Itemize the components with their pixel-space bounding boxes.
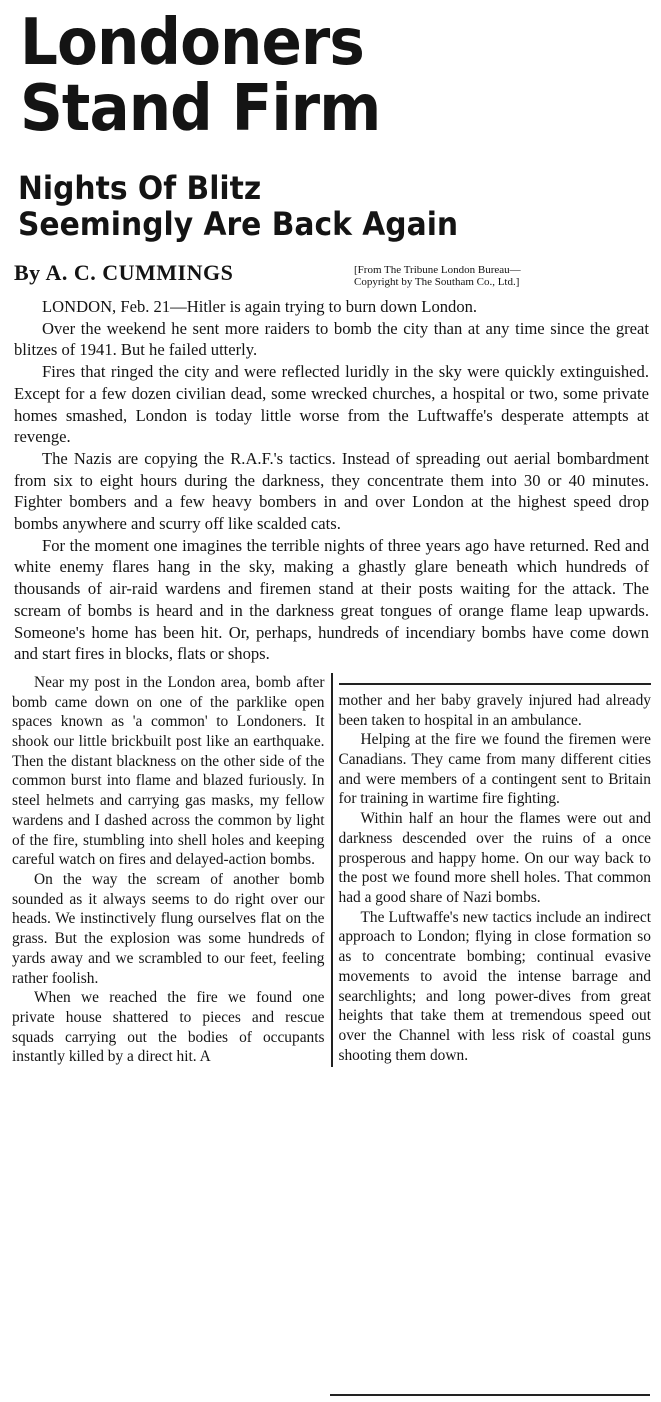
newspaper-clipping	[0, 6, 661, 1402]
byline: By A. C. CUMMINGS	[14, 260, 234, 285]
lead-paragraph: The Nazis are copying the R.A.F.'s tactics. Instead of spreading out aerial bombardment from six to eight hours during the darkness, they concentrate them into 30 or 40 minutes. Fighter bombers and a few heavy bombers in and over London at the highest speed drop bombs anywhere and scurry off like scalded cats.	[14, 448, 649, 534]
column-rule	[339, 683, 652, 685]
column-paragraph: On the way the scream of another bomb sounded as it always seems to do right over our heads. We instinctively flung ourselves flat on the grass. But the explosion was some hundreds of yards away and we scrambled to our feet, feeling rather foolish.	[12, 870, 325, 987]
column-paragraph: When we reached the fire we found one private house shattered to pieces and rescue squads carrying out the bodies of occupants instantly killed by a direct hit. A	[12, 989, 325, 1066]
column-paragraph: Within half an hour the flames were out and darkness descended over the ruins of a once prosperous and happy home. On our way back to the post we found more shell holes. That common had a good share of Nazi bombs.	[338, 810, 651, 906]
credit-line	[354, 264, 521, 288]
column-paragraph: Helping at the fire we found the firemen were Canadians. They came from many different cities and were members of a contingent sent to Britain for training in wartime fire fighting.	[338, 731, 651, 808]
headline-line-2: Stand Firm	[20, 72, 381, 146]
credit-line-2: Copyright by The Southam Co., Ltd.]	[354, 276, 520, 288]
subheadline	[18, 170, 609, 242]
bottom-rule	[330, 1394, 650, 1396]
column-paragraph: The Luftwaffe's new tactics include an indirect approach to London; flying in close formation so as to concentrate bombing; continual evasive movements to avoid the intense barrage and searchlights; and long power-dives from great heights that take them at tremendous speed out over the Channel with less risk of coastal guns shooting them down.	[338, 908, 651, 1064]
subheadline-line-2: Seemingly Are Back Again	[18, 205, 459, 243]
headline	[20, 6, 609, 146]
lead-body	[14, 296, 649, 665]
right-column	[331, 673, 652, 1067]
credit-line-1: [From The Tribune London Bureau—	[354, 264, 521, 276]
lead-paragraph: Over the weekend he sent more raiders to bomb the city than at any time since the great blitzes of 1941. But he failed utterly.	[14, 318, 649, 360]
byline-row	[14, 260, 653, 288]
left-column	[12, 673, 331, 1067]
two-column-body	[12, 673, 651, 1067]
lead-paragraph: For the moment one imagines the terrible nights of three years ago have returned. Red and white enemy flares hang in the sky, making a ghastly glare beneath which hundreds of thousands of air-raid wardens and firemen stand at their posts waiting for the attack. The scream of bombs is heard and in the darkness great tongues of orange flame leap upwards. Someone's home has been hit. Or, perhaps, hundreds of incendiary bombs have come down and start fires in blocks, flats or shops.	[14, 535, 649, 664]
lead-paragraph: Fires that ringed the city and were reflected luridly in the sky were quickly extinguished. Except for a few dozen civilian dead, some wrecked churches, a hospital or two, some private homes smashed, London is today little worse from the Luftwaffe's desperate attempts at revenge.	[14, 362, 649, 447]
lead-paragraph: LONDON, Feb. 21—Hitler is again trying to burn down London.	[42, 297, 478, 316]
column-paragraph: mother and her baby gravely injured had already been taken to hospital in an ambulance.	[338, 691, 651, 729]
headline-line-1: Londoners	[20, 6, 364, 80]
subheadline-line-1: Nights Of Blitz	[18, 169, 262, 207]
column-paragraph: Near my post in the London area, bomb after bomb came down on one of the parklike open spaces known as 'a common' to Londoners. It shook our little brickbuilt post like an earthquake. Then the distant blackness on the other side of the common burst into flame and blazed furiously. In steel helmets and carrying gas masks, my fellow wardens and I dashed across the common by light of the fire, stumbling into shell holes and keeping careful watch on fires and delayed-action bombs.	[12, 673, 325, 869]
